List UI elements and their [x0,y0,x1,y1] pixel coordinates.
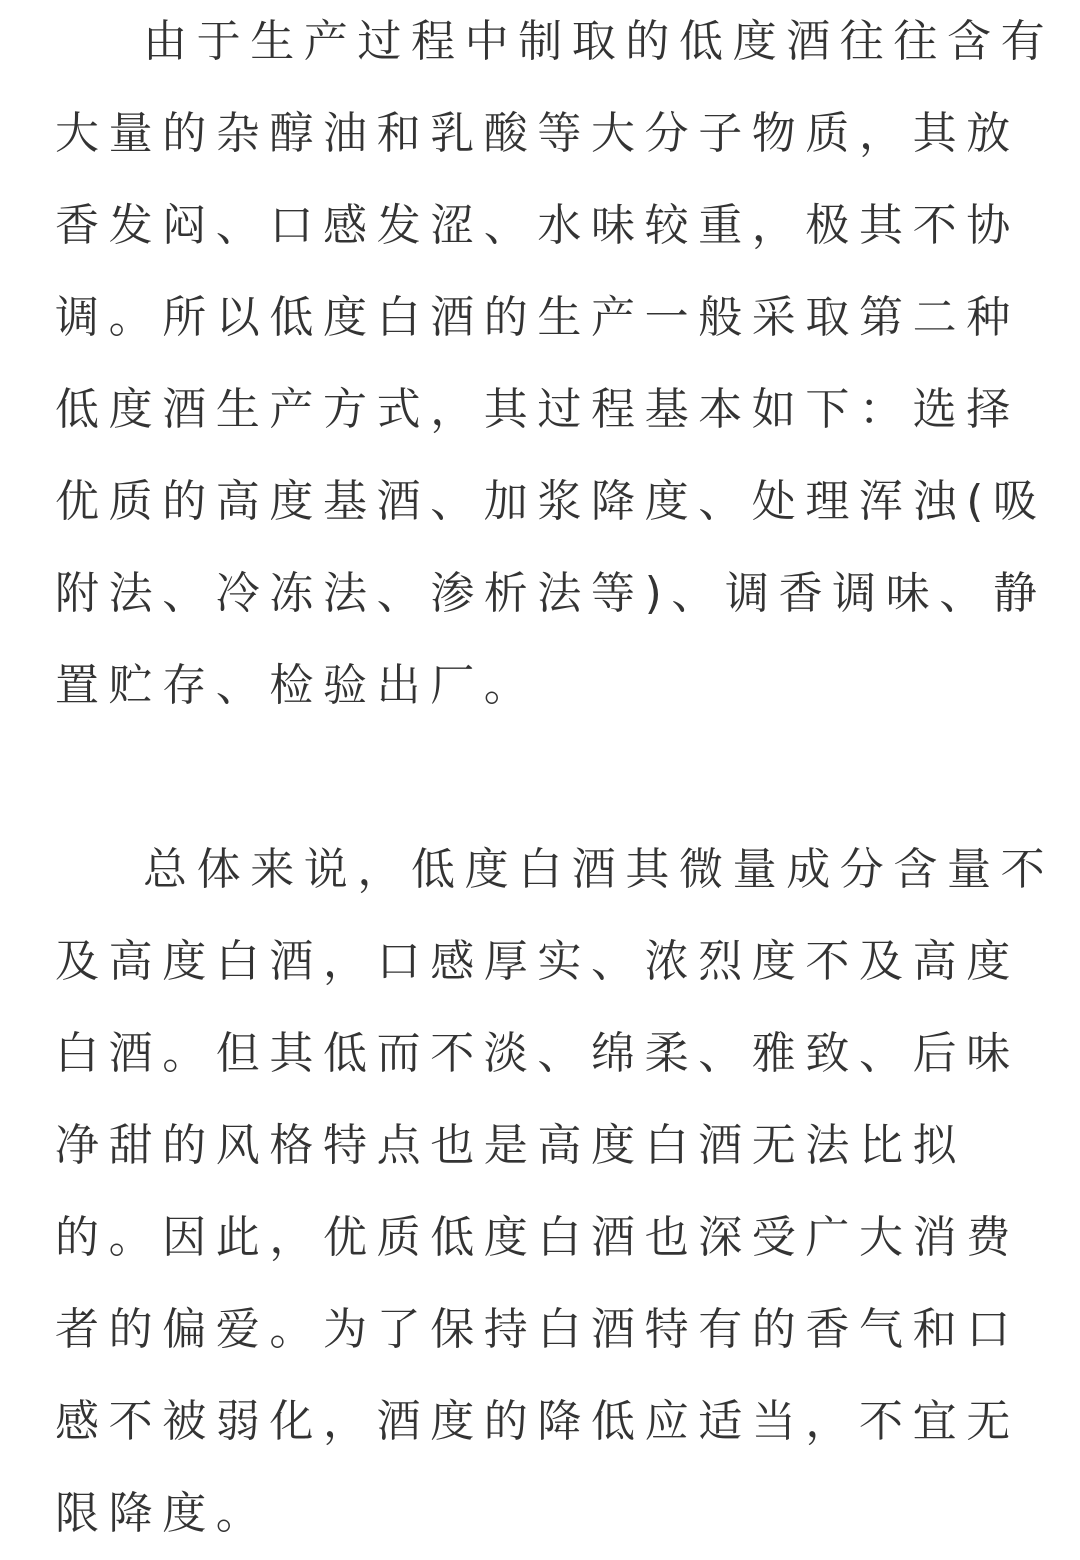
paragraph-2 [55,824,1055,1560]
text-line: 的。因此，优质低度白酒也深受广大消费 [55,1212,1020,1263]
text-line: 置贮存、检验出厂。 [55,660,538,711]
text-line: 感不被弱化，酒度的降低应适当，不宜无 [55,1396,1020,1447]
text-line: 及高度白酒，口感厚实、浓烈度不及高度 [55,936,1020,987]
paragraph-gap [55,732,1055,824]
text-line: 限降度。 [55,1488,270,1539]
text-line: 调。所以低度白酒的生产一般采取第二种 [55,292,1020,343]
text-line: 白酒。但其低而不淡、绵柔、雅致、后味 [55,1028,1020,1079]
text-line: 净甜的风格特点也是高度白酒无法比拟 [55,1120,967,1171]
text-line: 者的偏爱。为了保持白酒特有的香气和口 [55,1304,1020,1355]
article-body [55,0,1055,1560]
paragraph-1 [55,0,1055,732]
text-line: 总体来说，低度白酒其微量成分含量不 [143,844,1055,895]
text-line: 优质的高度基酒、加浆降度、处理浑浊(吸 [55,476,1047,527]
text-line: 低度酒生产方式，其过程基本如下：选择 [55,384,1020,435]
text-line: 香发闷、口感发涩、水味较重，极其不协 [55,200,1020,251]
text-line: 由于生产过程中制取的低度酒往往含有 [143,16,1055,67]
text-line: 附法、冷冻法、渗析法等)、调香调味、静 [55,568,1047,619]
text-line: 大量的杂醇油和乳酸等大分子物质，其放 [55,108,1020,159]
